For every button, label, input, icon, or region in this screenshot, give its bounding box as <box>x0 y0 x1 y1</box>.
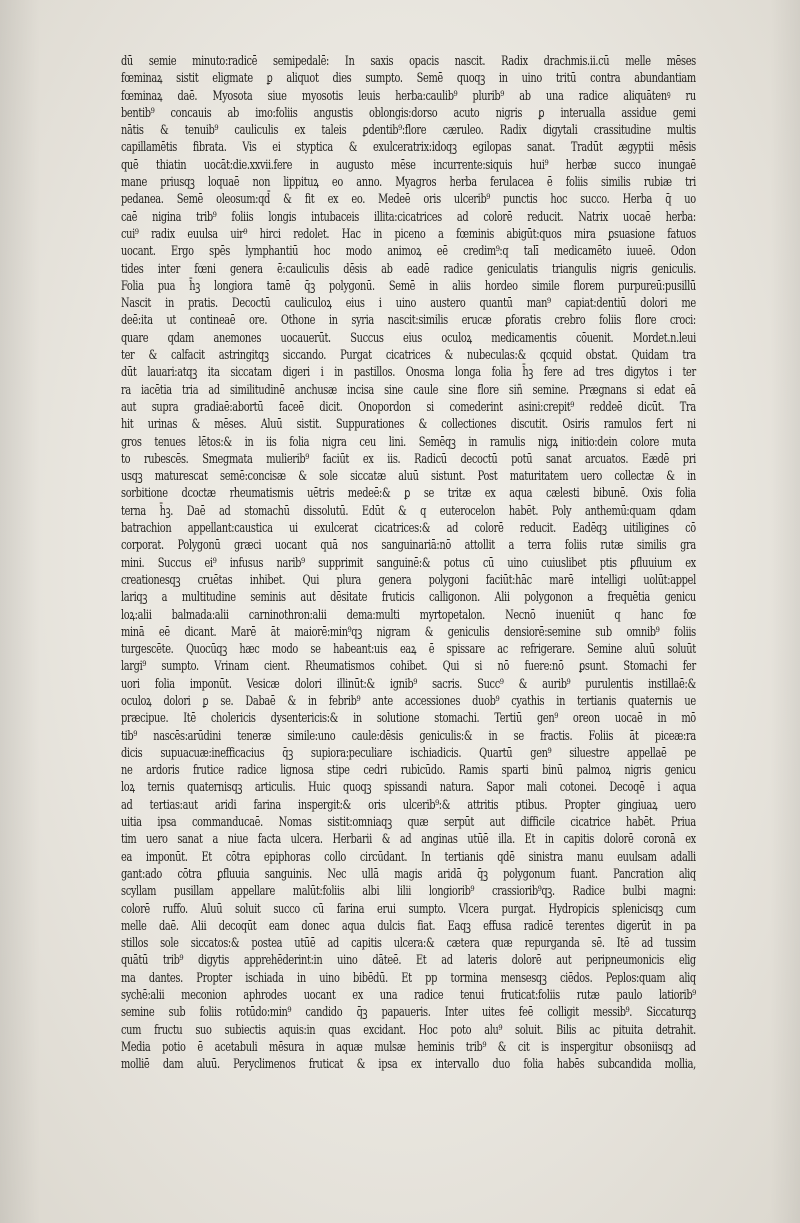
text-line: dū semie minuto:radicē semipedalē: In saxis opacis nascit. Radix drachmis.ii.cū melle mēses <box>121 53 696 68</box>
text-line: nātis & tenuib⁹ cauliculis ex taleis ꝑdentib⁹:flore cæruleo. Radix digytali crassitudine multis <box>121 122 696 138</box>
text-line: minā eē dicant. Marē āt maiorē:min⁹qꝫ nigram & geniculis densiorē:semine sub omnib⁹ foliis <box>121 623 696 639</box>
text-line: creationesqꝫ cruētas inhibet. Qui plura genera polygoni faciūt:hāc marē intelligi uolūt:appel <box>121 571 696 587</box>
text-line: loꝝ ternis quaternisqꝫ articulis. Huic quoqꝫ spissandi natura. Sapor mali cotonei. Decoqē i aqua <box>121 779 696 795</box>
text-line: fœminaꝝ sistit eligmate ꝑ aliquot dies sumpto. Semē quoqꝫ in uino tritū contra abundantiam <box>121 70 696 86</box>
text-line: hit urinas & mēses. Aluū sistit. Suppurationes & collectiones discutit. Osiris ramulos fert ni <box>121 416 696 432</box>
text-line: Nascit in pratis. Decoctū cauliculoꝝ eius i uino austero quantū man⁹ capiat:dentiū dolori me <box>121 295 696 311</box>
text-line: mini. Succus ei⁹ infusus narib⁹ supprimit sanguinē:& potus cū uino cuiuslibet ptis ꝑfluuium ex <box>121 554 696 570</box>
text-line: sorbitione dcoctæ rheumatismis uētris medeē:& ꝑ se tritæ ex aqua cælesti bibunē. Oxis folia <box>121 485 696 501</box>
text-line: tib⁹ nascēs:arūdini teneræ simile:uno caule:dēsis geniculis:& in se fractis. Foliis āt piceæ:ra <box>121 727 696 743</box>
text-line: scyllam pusillam appellare malūt:foliis albi lilii longiorib⁹ crassiorib⁹qꝫ. Radice bulbi magni: <box>121 883 696 899</box>
text-line: sychē:alii meconion aphrodes uocant ex una radice tenui fruticat:foliis rutæ paulo latiorib⁹ <box>121 987 696 1003</box>
text-line: Media potio ē acetabuli mēsura in aquæ mulsæ heminis trib⁹ & cit is inspergitur obsoniisqꝫ ad <box>121 1038 696 1054</box>
text-line: tides inter fœni genera ē:cauliculis dēsis ab eadē radice geniculatis triangulis nigris geniculis. <box>121 260 696 276</box>
text-line: terna h̄ꝫ. Daē ad stomachū dissolutū. Edūt & q euterocelon habēt. Poly anthemū:quam qdam <box>121 502 696 518</box>
text-line: turgescēte. Quocūqꝫ hæc modo se habeant:uis eaꝝ ē spissare ac refrigerare. Semine aluū soluūt <box>121 641 696 657</box>
text-line: corporat. Polygonū græci uocant quā nos sanguinariā:nō attollit a terra foliis rutæ similis gra <box>121 537 696 553</box>
text-line: ma dantes. Propter ischiada in uino bibēdū. Et pp tormina mensesqꝫ ciēdos. Peplos:quam aliq <box>121 969 696 985</box>
text-line: usqꝫ maturescat semē:concisæ & sole siccatæ aluū sistunt. Post maturitatem uero collectæ & in <box>121 468 696 484</box>
text-line: mane priusqꝫ loquaē non lippituꝝ eo anno. Myagros herba ferulacea ē foliis similis rubiæ tri <box>121 174 696 190</box>
text-line: ea imponūt. Et cōtra epiphoras collo circūdant. In tertianis qdē sinistra manu euulsam adalli <box>121 848 696 864</box>
text-line: quātū trib⁹ digytis apprehēderint:in uino dāteē. Et ad lateris dolorē aut peripneumonicis elig <box>121 952 696 968</box>
text-line: ra iacētia tria ad similitudinē anchusæ incisa sine caule sine flore siñ semine. Prægnans si edat eā <box>121 381 696 397</box>
text-line: pedanea. Semē oleosum:qd̄ & fit ex eo. Medeē oris ulcerib⁹ punctis hoc succo. Herba q̄ uo <box>121 191 696 207</box>
text-line: cui⁹ radix euulsa uir⁹ hirci redolet. Hac in piceno a fœminis abigūt:quos mira ꝑsuasione fatuos <box>121 225 696 241</box>
text-line: molliē dam aluū. Peryclimenos fruticat & ipsa ex intervallo duo folia habēs subcandida mollia, <box>121 1056 696 1072</box>
text-line: gros tenues lētos:& in iis folia nigra ceu lini. Semēqꝫ in ramulis nigꝝ initio:dein colore muta <box>121 433 696 449</box>
text-line: uitia ipsa commanducaē. Nomas sistit:omniaqꝫ quæ serpūt aut difficile cicatrice habēt. Priua <box>121 814 696 830</box>
text-line: aut supra gradiaē:abortū faceē dicit. Onopordon si comederint asini:crepit⁹ reddeē dicūt. Tra <box>121 398 696 414</box>
text-line: uori folia imponūt. Vesicæ dolori illinūt:& ignib⁹ sacris. Succ⁹ & aurib⁹ purulentis instillaē:& <box>121 675 696 691</box>
text-line: ter & calfacit astringitqꝫ siccando. Purgat cicatrices & nubeculas:& qcquid obstat. Quidam tra <box>121 347 696 363</box>
text-line: batrachion appellant:caustica ui exulcerat cicatrices:& ad colorē reducit. Eadēqꝫ uitiligines cō <box>121 520 696 536</box>
text-line: semine sub foliis rotūdo:min⁹ candido q̄ꝫ papaueris. Inter uites feē colligit messib⁹. Siccaturqꝫ <box>121 1004 696 1020</box>
text-line: præcipue. Itē cholericis dysentericis:& in solutione stomachi. Tertiū gen⁹ oreon uocaē in mō <box>121 710 696 726</box>
text-line: lariqꝫ a multitudine seminis aut dēsitate fruticis calligonon. Alii polygonon a frequētia genicu <box>121 589 696 605</box>
text-line: oculoꝝ dolori ꝑ se. Dabaē & in febrib⁹ ante accessiones duob⁹ cyathis in tertianis quaternis ue <box>121 692 696 708</box>
text-line: capillamētis fibrata. Vis ei styptica & exulceratrix:idoqꝫ egilopas sanat. Tradūt ægyptii mēsis <box>121 139 696 155</box>
text-column <box>121 52 696 1073</box>
text-line: melle daē. Alii decoqūt eam donec aqua dulcis fiat. Eaqꝫ effusa radicē terentes digerūt in pa <box>121 917 696 933</box>
text-line: to rubescēs. Smegmata mulierib⁹ faciūt ex iis. Radicū decoctū potū sanat arcuatos. Eædē pri <box>121 450 696 466</box>
text-line: dūt lauari:atqꝫ ita siccatam digeri i in pastillos. Onosma longa folia h̄ꝫ fere ad tres digytos i ter <box>121 364 696 380</box>
text-line: colorē ruffo. Aluū soluit succo cū farina erui sumpto. Vlcera purgat. Hydropicis splenicisqꝫ cum <box>121 900 696 916</box>
text-line: largi⁹ sumpto. Vrinam cient. Rheumatismos cohibet. Qui si nō fuere:nō ꝑsunt. Stomachi fer <box>121 658 696 674</box>
text-line: stillos sole siccatos:& postea utūē ad capitis ulcera:& cætera quæ repurganda sē. Itē ad tussim <box>121 935 696 951</box>
text-line: uocant. Ergo spēs lymphantiū hoc modo animoꝝ eē credim⁹:q talī medicamēto iuueē. Odon <box>121 243 696 259</box>
text-line: Folia pua h̄ꝫ longiora tamē q̄ꝫ polygonū. Semē in aliis hordeo simile florem purpureū:pusillū <box>121 277 696 293</box>
text-line: quare qdam anemones uocauerūt. Succus eius oculoꝝ medicamentis cōuenit. Mordet.n.leui <box>121 329 696 345</box>
text-line: caē nigina trib⁹ foliis longis intubaceis illita:cicatrices ad colorē reducit. Natrix uocaē herba: <box>121 208 696 224</box>
text-line: dicis supuacuæ:inefficacius q̄ꝫ supiora:peculiare ischiadicis. Quartū gen⁹ siluestre appellaē pe <box>121 744 696 760</box>
text-line: tim uero sanat a niue facta ulcera. Herbarii & ad anginas utūē illa. Et in capitis dolorē coronā ex <box>121 831 696 847</box>
text-line: deē:ita ut contineaē ore. Othone in syria nascit:similis erucæ ꝑforatis crebro foliis flore croci: <box>121 312 696 328</box>
text-line: ad tertias:aut aridi farina inspergit:& oris ulcerib⁹:& attritis ptibus. Propter gingiuaꝝ uero <box>121 796 696 812</box>
text-line: loꝝ:alii balmada:alii carninothron:alii dema:multi myrtopetalon. Necnō inueniūt q hanc fœ <box>121 606 696 622</box>
text-line: ne ardoris frutice radice lignosa stipe cedri rubicūdo. Ramis sparti binū palmoꝝ nigris genicu <box>121 762 696 778</box>
text-line: quē thiatin uocāt:die.xxvii.fere in augusto mēse incurrente:siquis hui⁹ herbæ succo inungaē <box>121 156 696 172</box>
text-line: fœminaꝝ daē. Myosota siue myosotis leuis herba:caulib⁹ plurib⁹ ab una radice aliquātenꝰ ru <box>121 87 696 103</box>
text-line: cum fructu suo subiectis aquis:in quas excidant. Hoc poto alu⁹ soluit. Bilis ac pituita detrahit. <box>121 1021 696 1037</box>
text-line: gant:ado cōtra ꝑfluuia sanguinis. Nec ullā magis aridā q̄ꝫ polygonum fuant. Pancration aliq <box>121 865 696 881</box>
text-line: bentib⁹ concauis ab imo:foliis angustis oblongis:dorso acuto nigris ꝑ interualla assidue gemi <box>121 104 696 120</box>
